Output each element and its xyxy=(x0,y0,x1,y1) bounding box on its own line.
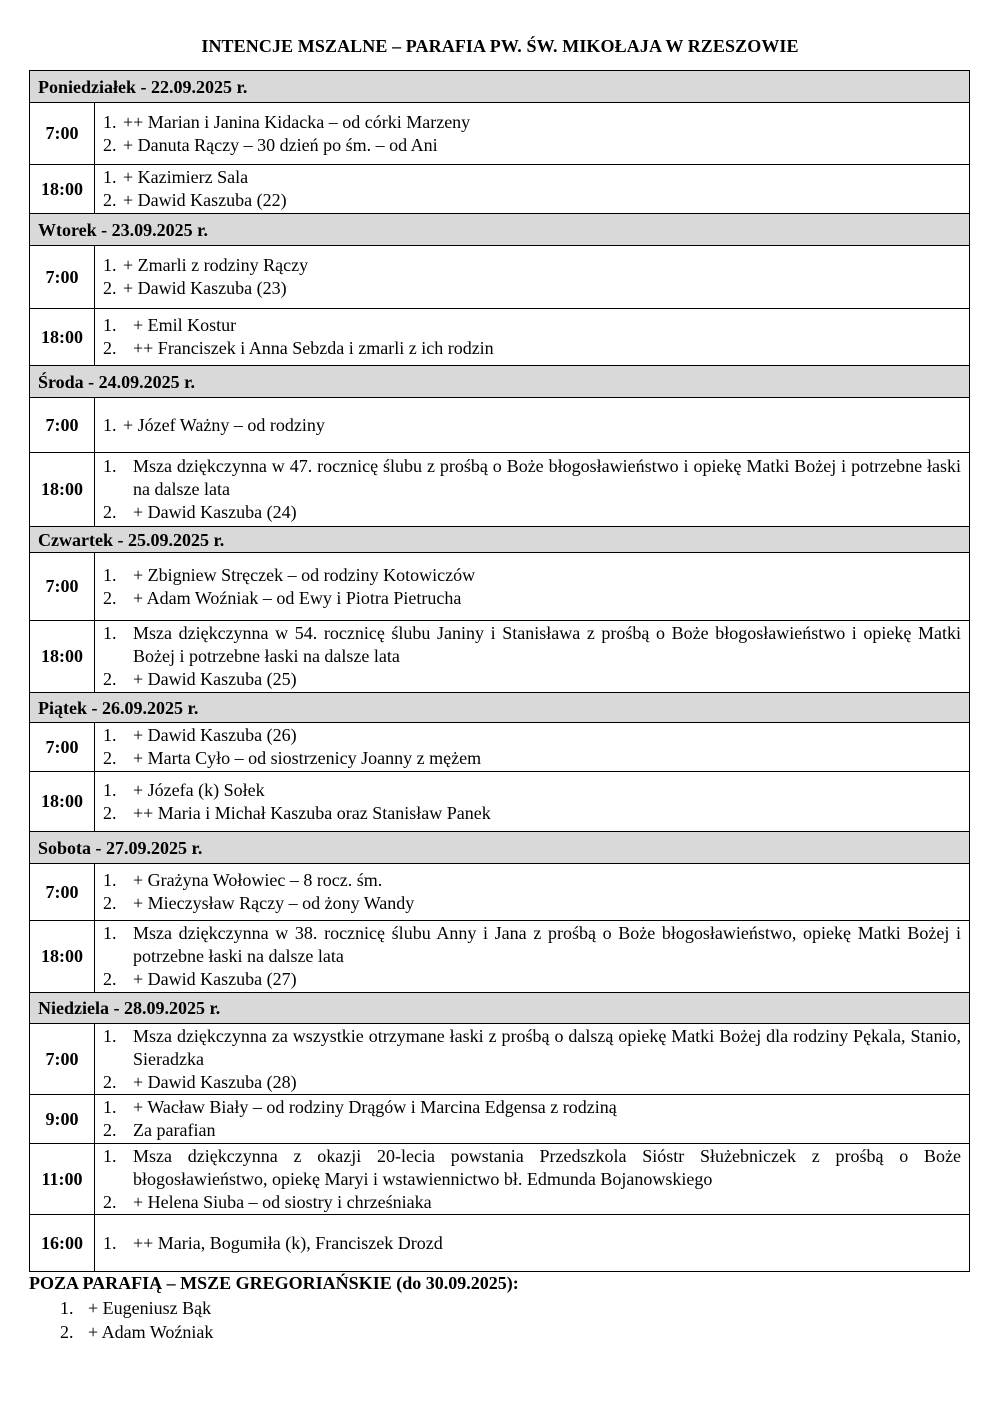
intention-number: 2. xyxy=(103,1120,117,1140)
intention-number: 2. xyxy=(103,969,117,989)
day-label: Środa - 24.09.2025 r. xyxy=(30,366,970,398)
intention-text: ++ Maria, Bogumiła (k), Franciszek Drozd xyxy=(133,1232,443,1253)
intention-text: + Mieczysław Rączy – od żony Wandy xyxy=(133,893,415,913)
mass-row xyxy=(30,1095,970,1144)
gregorian-number: 2. xyxy=(60,1322,74,1342)
intention-item xyxy=(103,1025,961,1071)
mass-intentions xyxy=(95,772,970,832)
mass-intentions xyxy=(95,1095,970,1144)
intention-text: + Helena Siuba – od siostry i chrześniaka xyxy=(133,1191,432,1212)
mass-time: 18:00 xyxy=(30,453,95,527)
intention-item xyxy=(103,564,961,587)
intention-text: + Józefa (k) Sołek xyxy=(133,779,265,800)
mass-intentions xyxy=(95,621,970,693)
intention-item xyxy=(103,1191,961,1214)
mass-row xyxy=(30,398,970,453)
intention-item xyxy=(103,802,961,825)
mass-row xyxy=(30,1215,970,1272)
intention-number: 1. xyxy=(103,167,117,187)
intention-item xyxy=(103,622,961,668)
intention-text: + Emil Kostur xyxy=(133,315,237,335)
mass-row xyxy=(30,453,970,527)
intention-text: + Dawid Kaszuba (25) xyxy=(133,669,297,689)
intention-item xyxy=(103,277,961,300)
mass-time: 18:00 xyxy=(30,165,95,214)
mass-intentions xyxy=(95,165,970,214)
intention-item xyxy=(103,747,961,770)
intention-text: + Kazimierz Sala xyxy=(123,167,249,187)
intention-text: + Dawid Kaszuba (24) xyxy=(133,502,297,522)
intention-text: Msza dziękczynna w 54. rocznicę ślubu Janiny i Stanisława z prośbą o Boże błogosławieństwo i opiekę Matki Bożej i potrzebne łaski na dalsze lata xyxy=(133,623,961,666)
intention-text: + Józef Ważny – od rodziny xyxy=(123,414,325,435)
mass-row xyxy=(30,723,970,772)
intention-number: 1. xyxy=(103,1025,117,1046)
intention-item xyxy=(103,1071,961,1094)
intention-item xyxy=(103,668,961,691)
intention-text: + Danuta Rączy – 30 dzień po śm. – od Ani xyxy=(123,134,438,155)
gregorian-heading: POZA PARAFIĄ – MSZE GREGORIAŃSKIE (do 30.09.2025): xyxy=(29,1273,519,1293)
intention-text: + Dawid Kaszuba (26) xyxy=(133,725,297,745)
intention-item xyxy=(103,501,961,524)
intention-item xyxy=(103,1232,961,1255)
intention-number: 1. xyxy=(103,414,117,435)
day-header-row xyxy=(30,366,970,398)
mass-time: 7:00 xyxy=(30,723,95,772)
gregorian-text: + Eugeniusz Bąk xyxy=(88,1298,212,1318)
mass-intentions xyxy=(95,1215,970,1272)
intention-number: 1. xyxy=(103,779,117,800)
mass-time: 7:00 xyxy=(30,553,95,621)
mass-intentions xyxy=(95,103,970,165)
day-label: Piątek - 26.09.2025 r. xyxy=(30,693,970,723)
intention-number: 2. xyxy=(103,338,117,358)
mass-intentions xyxy=(95,1144,970,1215)
intention-number: 1. xyxy=(103,564,117,585)
intention-text: ++ Maria i Michał Kaszuba oraz Stanisław Panek xyxy=(133,802,491,823)
gregorian-number: 1. xyxy=(60,1298,74,1318)
intention-item xyxy=(103,968,961,991)
mass-time: 7:00 xyxy=(30,864,95,921)
gregorian-item xyxy=(60,1296,213,1320)
mass-row xyxy=(30,621,970,693)
mass-row xyxy=(30,864,970,921)
intention-number: 2. xyxy=(103,893,117,913)
intention-text: + Dawid Kaszuba (27) xyxy=(133,969,297,989)
intention-item xyxy=(103,314,961,337)
mass-intentions xyxy=(95,1024,970,1095)
intention-number: 1. xyxy=(103,1232,117,1253)
day-header-row xyxy=(30,693,970,723)
intentions-table xyxy=(29,70,970,1272)
mass-time: 7:00 xyxy=(30,398,95,453)
gregorian-text: + Adam Woźniak xyxy=(88,1322,214,1342)
intention-text: + Zbigniew Stręczek – od rodziny Kotowiczów xyxy=(133,564,476,585)
intention-text: ++ Franciszek i Anna Sebzda i zmarli z ich rodzin xyxy=(133,338,494,358)
intention-number: 1. xyxy=(103,315,117,335)
gregorian-list xyxy=(60,1296,213,1344)
day-label: Czwartek - 25.09.2025 r. xyxy=(30,527,970,553)
mass-intentions xyxy=(95,921,970,993)
mass-intentions xyxy=(95,453,970,527)
intention-item xyxy=(103,587,961,610)
intention-text: + Dawid Kaszuba (28) xyxy=(133,1071,297,1092)
mass-time: 18:00 xyxy=(30,309,95,366)
intention-text: + Grażyna Wołowiec – 8 rocz. śm. xyxy=(133,870,383,890)
intention-number: 1. xyxy=(103,923,117,943)
intention-number: 1. xyxy=(103,725,117,745)
intention-item xyxy=(103,134,961,157)
intention-text: + Wacław Biały – od rodziny Drągów i Marcina Edgensa z rodziną xyxy=(133,1097,617,1117)
day-header-row xyxy=(30,832,970,864)
intention-text: + Dawid Kaszuba (22) xyxy=(123,190,287,210)
mass-row xyxy=(30,309,970,366)
day-header-row xyxy=(30,527,970,553)
mass-intentions xyxy=(95,864,970,921)
intention-item xyxy=(103,254,961,277)
mass-time: 7:00 xyxy=(30,1024,95,1095)
mass-time: 16:00 xyxy=(30,1215,95,1272)
intention-text: + Marta Cyło – od siostrzenicy Joanny z mężem xyxy=(133,748,482,768)
mass-row xyxy=(30,772,970,832)
mass-row xyxy=(30,103,970,165)
intention-item xyxy=(103,337,961,360)
mass-intentions xyxy=(95,553,970,621)
intention-item xyxy=(103,1145,961,1191)
intention-text: Msza dziękczynna za wszystkie otrzymane łaski z prośbą o dalszą opiekę Matki Bożej dla rodziny Pękala, Stanio, Sieradzka xyxy=(133,1025,961,1069)
intention-item xyxy=(103,189,961,212)
intention-text: Msza dziękczynna w 47. rocznicę ślubu z prośbą o Boże błogosławieństwo i opiekę Matki Bożej i potrzebne łaski na dalsze lata xyxy=(133,456,961,499)
intention-text: ++ Marian i Janina Kidacka – od córki Marzeny xyxy=(123,111,471,132)
mass-time: 18:00 xyxy=(30,772,95,832)
day-header-row xyxy=(30,71,970,103)
mass-intentions xyxy=(95,246,970,309)
mass-time: 7:00 xyxy=(30,246,95,309)
mass-time: 7:00 xyxy=(30,103,95,165)
intention-number: 1. xyxy=(103,870,117,890)
intention-item xyxy=(103,1119,961,1142)
intention-item xyxy=(103,111,961,134)
intention-number: 2. xyxy=(103,1071,117,1092)
intention-item xyxy=(103,166,961,189)
mass-row xyxy=(30,1144,970,1215)
intention-number: 1. xyxy=(103,1097,117,1117)
mass-row xyxy=(30,921,970,993)
intention-number: 2. xyxy=(103,190,117,210)
intention-number: 1. xyxy=(103,456,117,476)
intention-number: 1. xyxy=(103,255,117,275)
intention-text: Msza dziękczynna w 38. rocznicę ślubu Anny i Jana z prośbą o Boże błogosławieństwo, opiekę Matki Bożej i potrzebne łaski na dalsze lata xyxy=(133,923,961,966)
gregorian-item xyxy=(60,1320,213,1344)
page-title: INTENCJE MSZALNE – PARAFIA PW. ŚW. MIKOŁAJA W RZESZOWIE xyxy=(201,36,799,56)
mass-time: 18:00 xyxy=(30,621,95,693)
day-label: Wtorek - 23.09.2025 r. xyxy=(30,214,970,246)
mass-row xyxy=(30,1024,970,1095)
intention-number: 2. xyxy=(103,802,117,823)
intention-text: + Dawid Kaszuba (23) xyxy=(123,278,287,298)
mass-intentions xyxy=(95,309,970,366)
intention-text: Msza dziękczynna z okazji 20-lecia powstania Przedszkola Sióstr Służebniczek z prośbą o Boże błogosławieństwo, opiekę Maryi i wstawiennictwo bł. Edmunda Bojanowskiego xyxy=(133,1145,961,1189)
intention-item xyxy=(103,779,961,802)
intention-item xyxy=(103,869,961,892)
intention-number: 2. xyxy=(103,278,117,298)
mass-intentions xyxy=(95,723,970,772)
intention-item xyxy=(103,414,961,437)
mass-intentions xyxy=(95,398,970,453)
intention-text: + Zmarli z rodziny Rączy xyxy=(123,255,309,275)
mass-row xyxy=(30,246,970,309)
intention-item xyxy=(103,922,961,968)
intention-number: 1. xyxy=(103,1145,117,1166)
day-label: Sobota - 27.09.2025 r. xyxy=(30,832,970,864)
day-label: Niedziela - 28.09.2025 r. xyxy=(30,993,970,1024)
intention-text: Za parafian xyxy=(133,1120,216,1140)
mass-time: 9:00 xyxy=(30,1095,95,1144)
intention-number: 2. xyxy=(103,1191,117,1212)
day-label: Poniedziałek - 22.09.2025 r. xyxy=(30,71,970,103)
intention-text: + Adam Woźniak – od Ewy i Piotra Pietrucha xyxy=(133,587,462,608)
intention-item xyxy=(103,1096,961,1119)
day-header-row xyxy=(30,214,970,246)
intention-number: 1. xyxy=(103,111,117,132)
intention-item xyxy=(103,455,961,501)
intention-number: 1. xyxy=(103,623,117,643)
intention-number: 2. xyxy=(103,502,117,522)
mass-time: 18:00 xyxy=(30,921,95,993)
mass-time: 11:00 xyxy=(30,1144,95,1215)
day-header-row xyxy=(30,993,970,1024)
intention-number: 2. xyxy=(103,587,117,608)
intention-number: 2. xyxy=(103,748,117,768)
intention-item xyxy=(103,724,961,747)
intention-number: 2. xyxy=(103,669,117,689)
mass-row xyxy=(30,165,970,214)
intention-number: 2. xyxy=(103,134,117,155)
mass-row xyxy=(30,553,970,621)
intention-item xyxy=(103,892,961,915)
